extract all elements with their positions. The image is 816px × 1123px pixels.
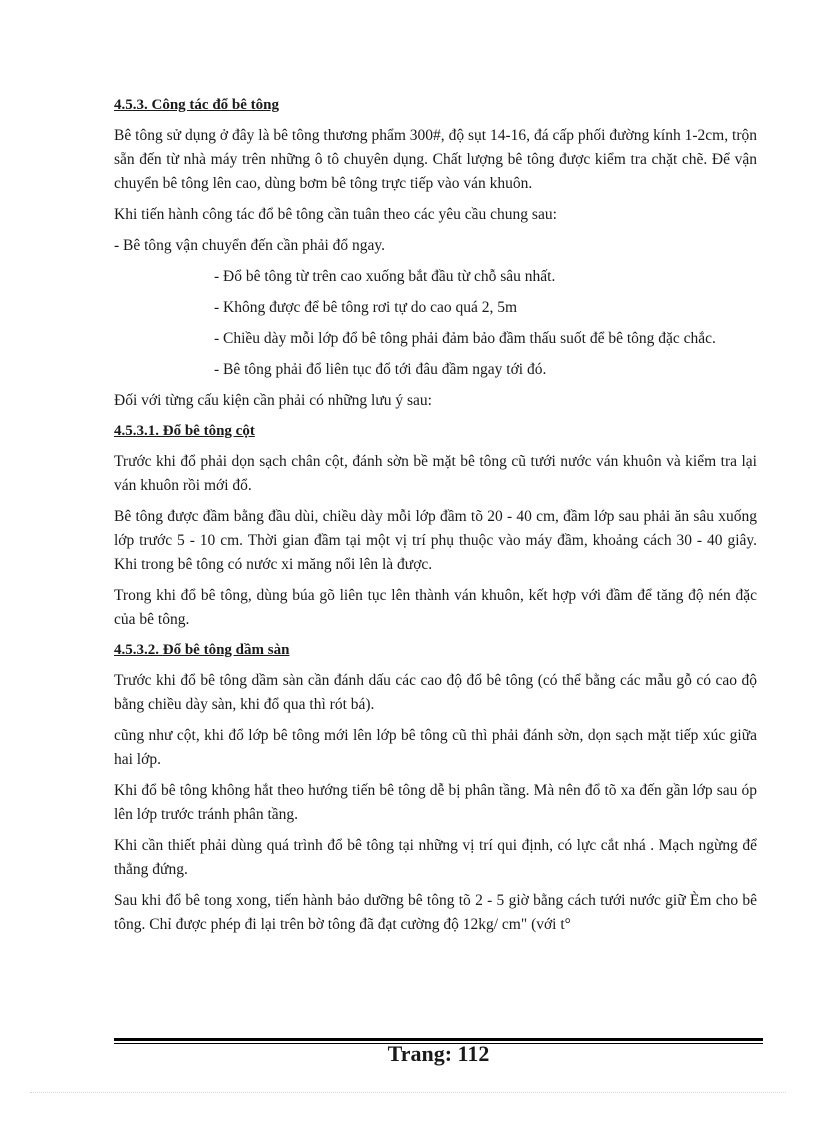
requirement-item: - Không được để bê tông rơi tự do cao quá 2, 5m [214, 299, 518, 316]
paragraph: Bê tông sử dụng ở đây là bê tông thương phẩm 300#, độ sụt 14-16, đá cấp phối đường kính 1-2cm, trộn sẵn đến từ nhà máy trên những ô tô chuyên dụng. Chất lượng bê tông được kiểm tra chặt chẽ. Để vận chuyển bê tông lên cao, dùng bơm bê tông trực tiếp vào ván khuôn. [114, 127, 757, 192]
paragraph: Khi tiến hành công tác đổ bê tông cần tuân theo các yêu cầu chung sau: [114, 206, 557, 223]
paragraph: Bê tông được đầm bằng đầu dùi, chiều dày mỗi lớp đầm tõ 20 - 40 cm, đầm lớp sau phải ăn sâu xuống lớp trước 5 - 10 cm. Thời gian đầm tại một vị trí phụ thuộc vào máy đầm, khoảng cách 30 - 40 giây. Khi trong bê tông có nước xi măng nổi lên là được. [114, 508, 757, 573]
paragraph: cũng như cột, khi đổ lớp bê tông mới lên lớp bê tông cũ thì phải đánh sờn, dọn sạch mặt tiếp xúc giữa hai lớp. [114, 727, 757, 768]
paragraph: Khi cần thiết phải dùng quá trình đổ bê tông tại những vị trí qui định, có lực cắt nhá . Mạch ngừng để thẳng đứng. [114, 837, 757, 878]
page-edge-divider [30, 1092, 786, 1093]
paragraph: Trong khi đổ bê tông, dùng búa gõ liên tục lên thành ván khuôn, kết hợp với đầm để tăng độ nén đặc của bê tông. [114, 587, 757, 628]
paragraph: Trước khi đổ phải dọn sạch chân cột, đánh sờn bề mặt bê tông cũ tưới nước ván khuôn và kiểm tra lại ván khuôn rồi mới đổ. [114, 453, 757, 494]
requirement-item: - Chiều dày mỗi lớp đổ bê tông phải đảm bảo đầm thấu suốt để bê tông đặc chắc. [214, 330, 716, 347]
paragraph: Sau khi đổ bê tong xong, tiến hành bảo dưỡng bê tông tõ 2 - 5 giờ bằng cách tưới nước giữ Èm cho bê tông. Chỉ được phép đi lại trên bờ tông đã đạt cường độ 12kg/ cm" (với t° [114, 892, 757, 933]
requirement-item: - Bê tông phải đổ liên tục đổ tới đâu đầm ngay tới đó. [214, 361, 547, 378]
subsection-heading: 4.5.3.2. Đổ bê tông dầm sàn [114, 642, 290, 658]
paragraph: Trước khi đổ bê tông dầm sàn cần đánh dấu các cao độ đổ bê tông (có thể bằng các mẫu gỗ có cao độ bằng chiều dày sàn, khi đổ qua thì rót bá). [114, 672, 757, 713]
subsection-heading: 4.5.3.1. Đổ bê tông cột [114, 423, 255, 439]
requirement-item: - Đổ bê tông từ trên cao xuống bắt đầu từ chỗ sâu nhất. [214, 268, 556, 285]
section-heading: 4.5.3. Công tác đổ bê tông [114, 97, 280, 113]
requirement-item: - Bê tông vận chuyển đến cần phải đổ ngay. [114, 237, 386, 254]
document-body [114, 94, 757, 944]
paragraph: Đối với từng cấu kiện cần phải có những lưu ý sau: [114, 392, 432, 409]
paragraph: Khi đổ bê tông không hắt theo hướng tiến bê tông dễ bị phân tầng. Mà nên đổ tõ xa đến gần lớp sau óp lên lớp trước tránh phân tầng. [114, 782, 757, 823]
page-number: Trang: 112 [387, 1041, 490, 1066]
